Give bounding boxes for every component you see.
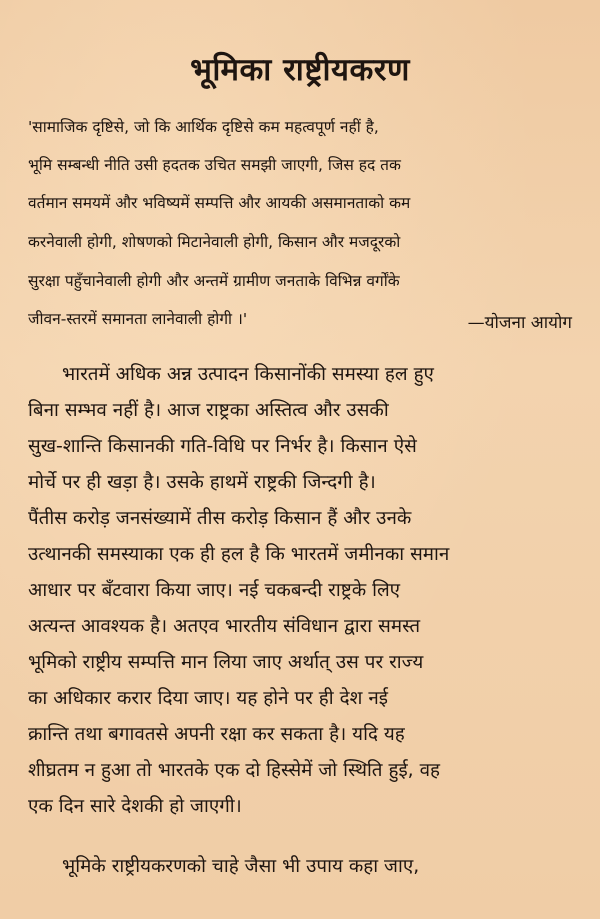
body-line: भूमिको राष्ट्रीय सम्पत्ति मान लिया जाए अर्थात् उस पर राज्य: [28, 652, 424, 673]
body-line: का अधिकार करार दिया जाए। यह होने पर ही देश नई: [28, 688, 388, 709]
quote-line: सुरक्षा पहुँचानेवाली होगी और अन्तमें ग्रामीण जनताके विभिन्न वर्गोंके: [28, 272, 400, 290]
quote-line: 'सामाजिक दृष्टिसे, जो कि आर्थिक दृष्टिसे कम महत्वपूर्ण नहीं है,: [28, 118, 379, 136]
body-line: उत्थानकी समस्याका एक ही हल है कि भारतमें जमीनका समान: [28, 544, 450, 565]
body-line: शीघ्रतम न हुआ तो भारतके एक दो हिस्सेमें जो स्थिति हुई, वह: [28, 760, 441, 781]
quote-line: जीवन-स्तरमें समानता लानेवाली होगी ।': [28, 310, 248, 328]
body-line: भूमिके राष्ट्रीयकरणको चाहे जैसा भी उपाय कहा जाए,: [62, 856, 420, 877]
body-line: भारतमें अधिक अन्न उत्पादन किसानोंकी समस्या हल हुए: [62, 364, 434, 385]
body-line: बिना सम्भव नहीं है। आज राष्ट्रका अस्तित्व और उसकी: [28, 400, 389, 421]
body-line: सुख-शान्ति किसानकी गति-विधि पर निर्भर है। किसान ऐसे: [28, 436, 417, 457]
page-title: भूमिका राष्ट्रीयकरण: [190, 52, 410, 88]
body-line: एक दिन सारे देशकी हो जाएगी।: [28, 796, 242, 817]
quote-line: भूमि सम्बन्धी नीति उसी हदतक उचित समझी जाएगी, जिस हद तक: [28, 156, 401, 174]
body-line: पैंतीस करोड़ जनसंख्यामें तीस करोड़ किसान हैं और उनके: [28, 508, 412, 529]
body-line: मोर्चे पर ही खड़ा है। उसके हाथमें राष्ट्रकी जिन्दगी है।: [28, 472, 376, 493]
body-line: अत्यन्त आवश्यक है। अतएव भारतीय संविधान द्वारा समस्त: [28, 616, 421, 637]
quote-attribution: —योजना आयोग: [467, 313, 572, 333]
body-line: आधार पर बँटवारा किया जाए। नई चकबन्दी राष्ट्रके लिए: [28, 580, 401, 601]
quote-line: वर्तमान समयमें और भविष्यमें सम्पत्ति और आयकी असमानताको कम: [28, 194, 411, 212]
quote-line: करनेवाली होगी, शोषणको मिटानेवाली होगी, किसान और मजदूरको: [28, 233, 401, 251]
body-line: क्रान्ति तथा बगावतसे अपनी रक्षा कर सकता है। यदि यह: [28, 724, 405, 745]
